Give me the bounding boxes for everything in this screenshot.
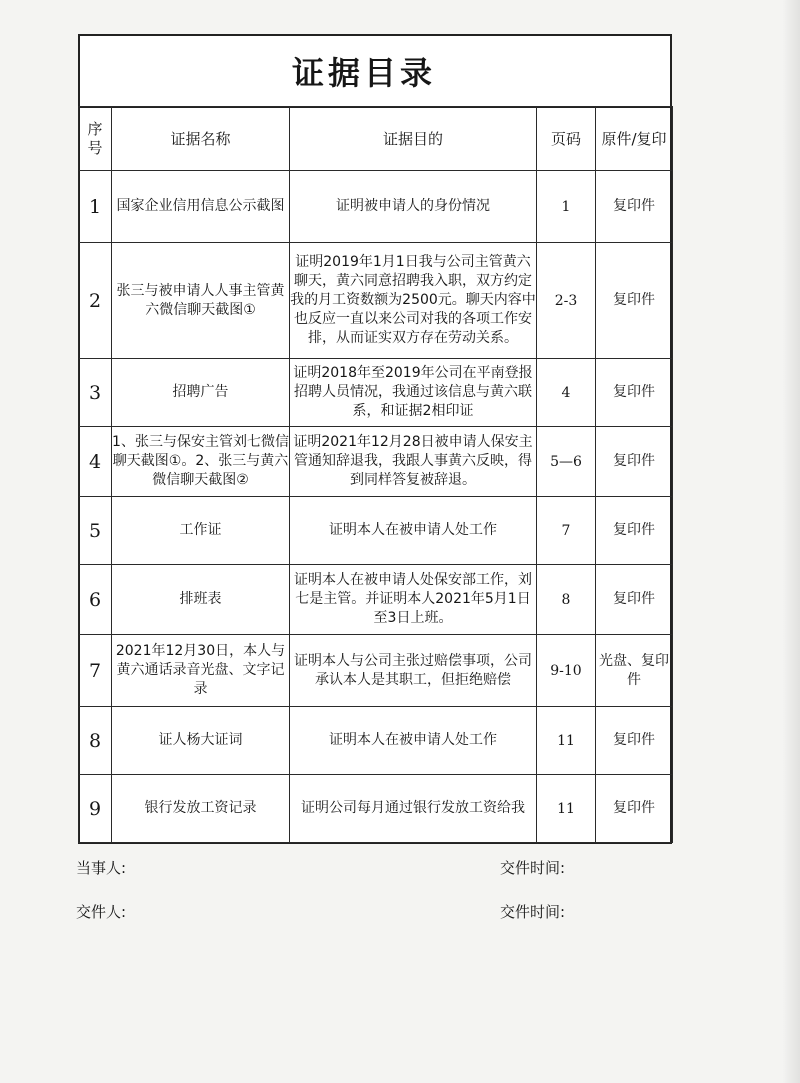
row-no: 1 [79,171,112,243]
row-page: 8 [537,565,596,635]
scan-edge-shadow [782,0,800,1083]
table-row [79,427,673,497]
table-row [79,775,673,843]
row-page: 4 [537,359,596,427]
row-name: 1、张三与保安主管刘七微信聊天截图①。2、张三与黄六微信聊天截图② [112,427,290,497]
row-type: 复印件 [596,775,673,843]
table-row [79,707,673,775]
header-no: 序号 [79,107,112,171]
row-page: 7 [537,497,596,565]
party-label: 当事人: [76,859,127,877]
row-name: 证人杨大证词 [112,707,290,775]
row-page: 2-3 [537,243,596,359]
row-purpose: 证明2021年12月28日被申请人保安主管通知辞退我，我跟人事黄六反映，得到同样答复被辞退。 [290,427,537,497]
table-row [79,171,673,243]
row-name: 工作证 [112,497,290,565]
row-purpose: 证明公司每月通过银行发放工资给我 [290,775,537,843]
header-name: 证据名称 [112,107,290,171]
row-purpose: 证明本人在被申请人处工作 [290,707,537,775]
row-type: 复印件 [596,243,673,359]
row-type: 复印件 [596,497,673,565]
row-name: 张三与被申请人人事主管黄六微信聊天截图① [112,243,290,359]
header-purpose: 证据目的 [290,107,537,171]
row-name: 银行发放工资记录 [112,775,290,843]
row-no: 4 [79,427,112,497]
header-page: 页码 [537,107,596,171]
row-no: 7 [79,635,112,707]
row-name: 2021年12月30日，本人与黄六通话录音光盘、文字记录 [112,635,290,707]
submit-time-label-2: 交件时间: [500,903,566,921]
submitter-label: 交件人: [76,903,127,921]
row-no: 3 [79,359,112,427]
row-type: 复印件 [596,427,673,497]
row-no: 2 [79,243,112,359]
row-no: 6 [79,565,112,635]
row-page: 5—6 [537,427,596,497]
row-page: 11 [537,707,596,775]
row-purpose: 证明本人在被申请人处工作 [290,497,537,565]
row-purpose: 证明2019年1月1日我与公司主管黄六聊天，黄六同意招聘我入职，双方约定我的月工资数额为2500元。聊天内容中也反应一直以来公司对我的各项工作安排，从而证实双方存在劳动关系。 [290,243,537,359]
header-type: 原件/复印 [596,107,673,171]
row-type: 复印件 [596,565,673,635]
document-title: 证据目录 [291,54,436,92]
row-no: 5 [79,497,112,565]
table-header-row [79,107,673,171]
title-row [80,36,670,108]
row-type: 复印件 [596,707,673,775]
row-name: 排班表 [112,565,290,635]
row-type: 复印件 [596,171,673,243]
table-row [79,635,673,707]
table-row [79,359,673,427]
row-page: 9-10 [537,635,596,707]
row-type: 复印件 [596,359,673,427]
row-name: 招聘广告 [112,359,290,427]
row-type: 光盘、复印件 [596,635,673,707]
row-no: 9 [79,775,112,843]
evidence-list-document [78,34,672,844]
row-page: 11 [537,775,596,843]
row-page: 1 [537,171,596,243]
evidence-table [78,106,673,843]
row-purpose: 证明本人与公司主张过赔偿事项，公司承认本人是其职工，但拒绝赔偿 [290,635,537,707]
row-no: 8 [79,707,112,775]
table-row [79,497,673,565]
table-row [79,243,673,359]
row-purpose: 证明本人在被申请人处保安部工作，刘七是主管。并证明本人2021年5月1日至3日上班。 [290,565,537,635]
table-row [79,565,673,635]
submit-time-label-1: 交件时间: [500,859,566,877]
row-purpose: 证明被申请人的身份情况 [290,171,537,243]
row-purpose: 证明2018年至2019年公司在平南登报招聘人员情况，我通过该信息与黄六联系，和证据2相印证 [290,359,537,427]
row-name: 国家企业信用信息公示截图 [112,171,290,243]
